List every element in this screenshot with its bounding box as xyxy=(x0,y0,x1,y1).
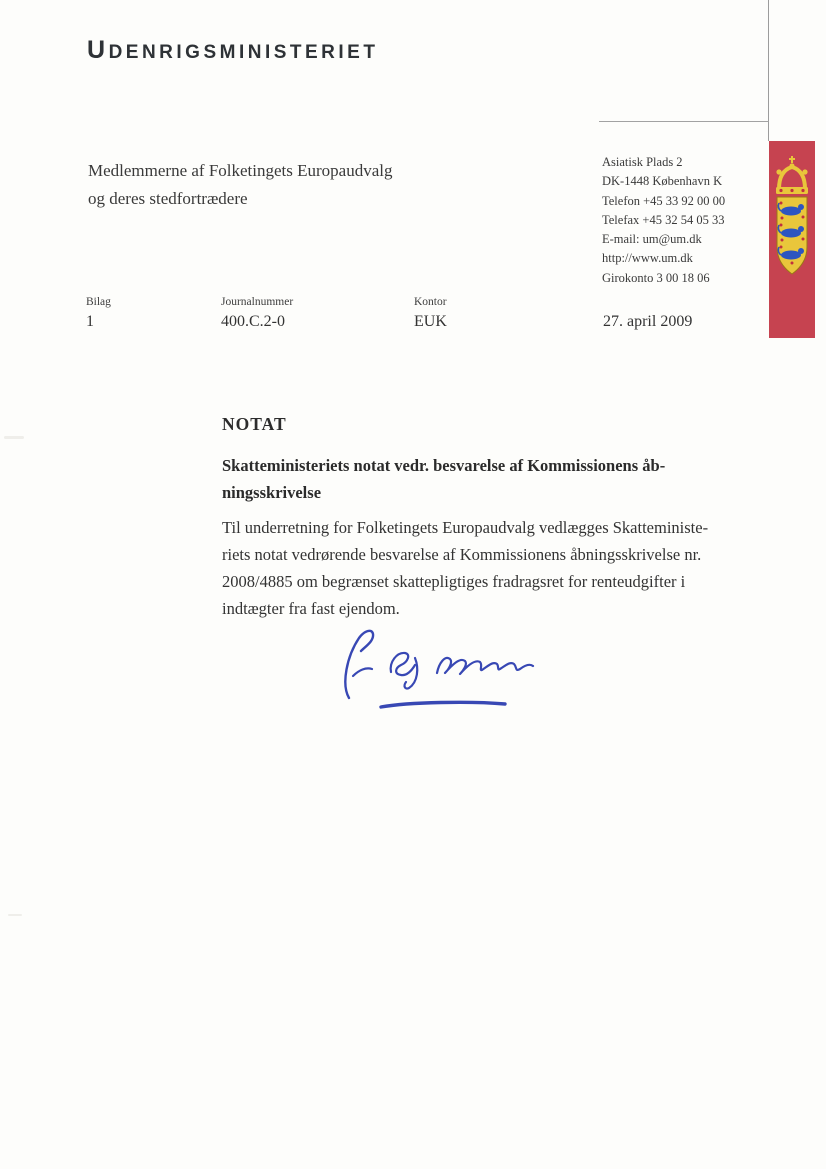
contact-line-address: Asiatisk Plads 2 xyxy=(602,155,683,169)
handwritten-signature-icon xyxy=(333,618,548,718)
memo-title-line: ningsskrivelse xyxy=(222,483,322,502)
memo-body-line: riets notat vedrørende besvarelse af Kommissionens åbningsskrivelse nr. xyxy=(222,545,702,564)
danish-flag-banner xyxy=(769,141,815,338)
field-label-journalnummer: Journalnummer xyxy=(221,296,294,308)
memo-body-line: Til underretning for Folketingets Europaudvalg vedlægges Skatteministe- xyxy=(222,518,709,537)
contact-line-city: DK-1448 København K xyxy=(602,174,723,189)
memo-body-line: 2008/4885 om begrænset skattepligtiges fradragsret for renteudgifter i xyxy=(222,572,686,591)
contact-line-giro: Girokonto 3 00 18 06 xyxy=(602,270,710,285)
memo-title-line: Skatteministeriets notat vedr. besvarelse af Kommissionens åb- xyxy=(222,456,666,475)
field-label-bilag: Bilag xyxy=(86,296,111,308)
memo-body xyxy=(222,514,708,622)
signature-block xyxy=(333,618,548,718)
scan-artifact xyxy=(4,436,24,439)
memo-title xyxy=(222,452,665,506)
memo-heading: NOTAT xyxy=(222,414,287,434)
field-label-kontor: Kontor xyxy=(414,296,447,308)
page-edge-vertical-line xyxy=(768,0,769,141)
danish-coat-of-arms-icon xyxy=(769,141,815,338)
scan-artifact xyxy=(8,914,22,916)
document-date: 27. april 2009 xyxy=(603,313,693,330)
recipient-line: Medlemmerne af Folketingets Europaudvalg xyxy=(88,161,393,180)
ministry-letterhead: UDENRIGSMINISTERIET xyxy=(87,36,379,64)
page-edge-horizontal-line xyxy=(599,121,769,122)
contact-line-website: http://www.um.dk xyxy=(602,251,693,266)
field-value-kontor: EUK xyxy=(414,313,447,330)
contact-line-phone: Telefon +45 33 92 00 00 xyxy=(602,193,726,208)
shield-icon xyxy=(777,197,807,274)
contact-info-block xyxy=(602,153,725,288)
contact-line-email: E-mail: um@um.dk xyxy=(602,232,702,247)
recipient-address xyxy=(88,157,393,213)
field-value-journalnummer: 400.C.2-0 xyxy=(221,313,285,330)
memo-body-line: indtægter fra fast ejendom. xyxy=(222,599,400,618)
recipient-line: og deres stedfortrædere xyxy=(88,189,248,208)
field-value-bilag: 1 xyxy=(86,313,94,330)
contact-line-fax: Telefax +45 32 54 05 33 xyxy=(602,212,725,227)
